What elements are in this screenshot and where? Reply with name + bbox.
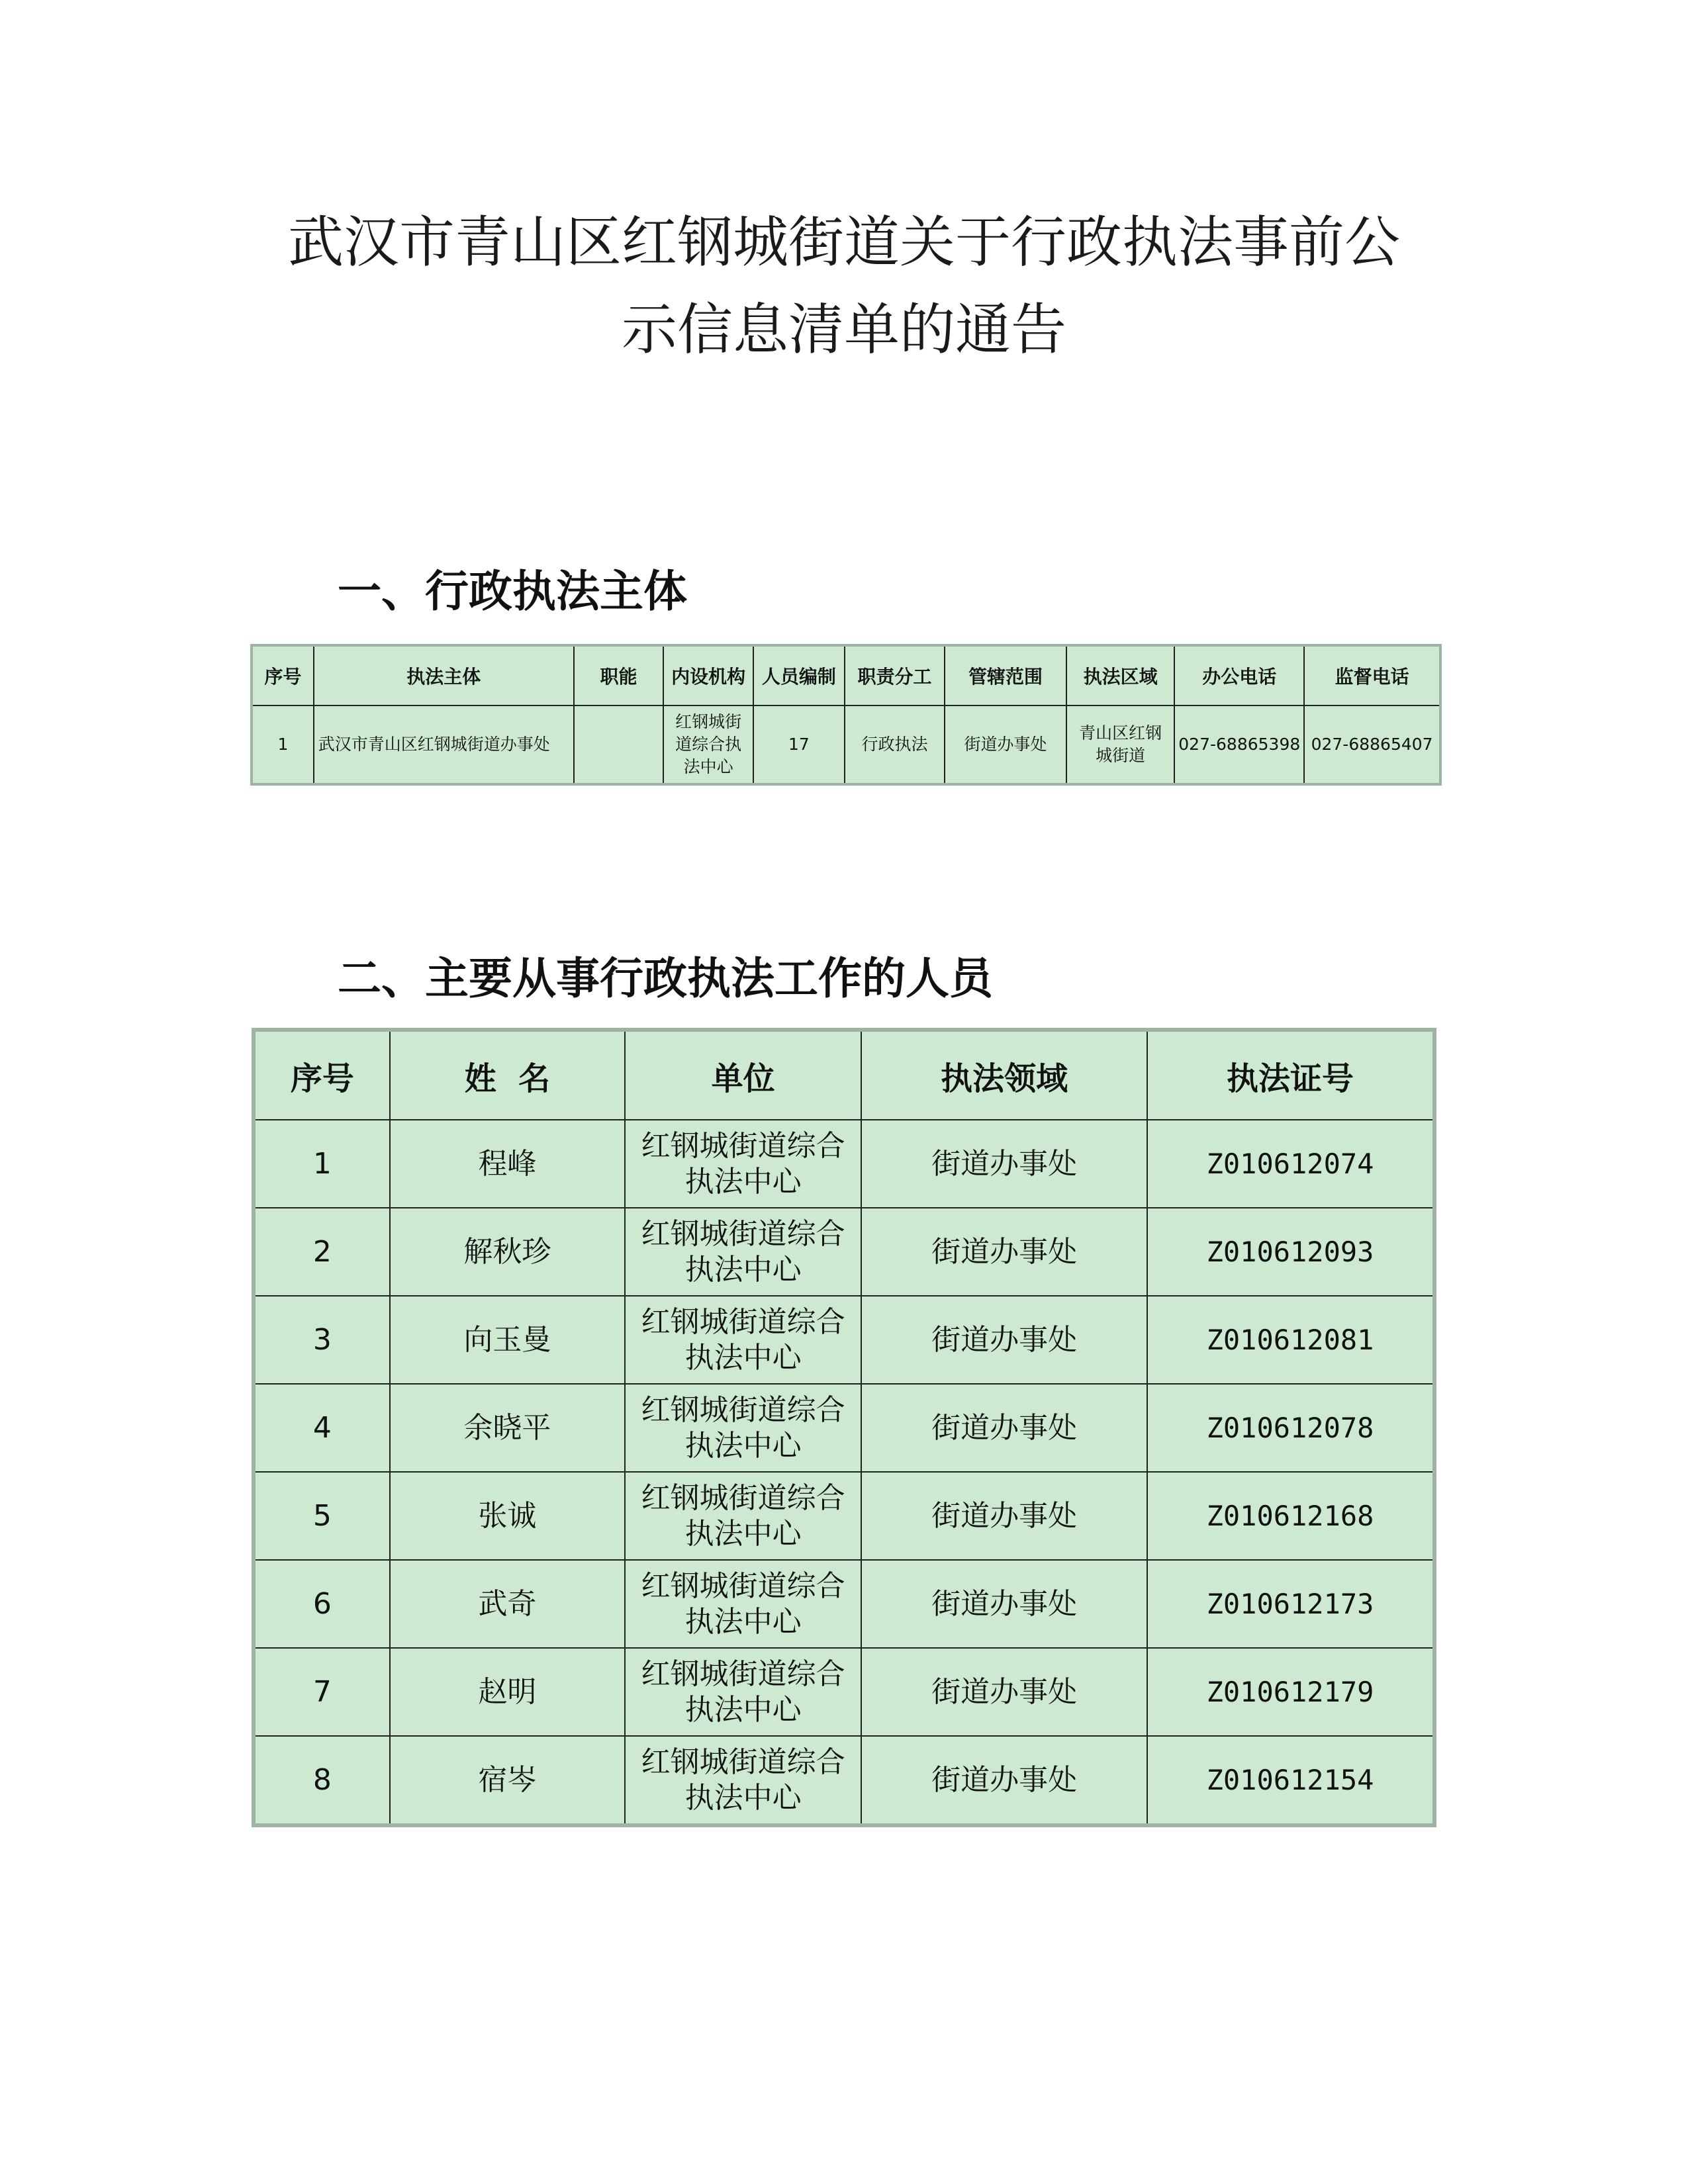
enforcement-subject-table — [250, 644, 1442, 786]
unit-line: 执法中心 — [684, 1252, 802, 1287]
header-cell: 序号 — [252, 645, 314, 705]
office-phone: 027-68865398 — [1174, 705, 1304, 784]
header-cell: 办公电话 — [1174, 645, 1304, 705]
certificate-number: Z010612081 — [1147, 1296, 1434, 1384]
certificate-number: Z010612179 — [1147, 1648, 1434, 1736]
certificate-number: Z010612173 — [1147, 1560, 1434, 1648]
area-line: 城街道 — [1096, 746, 1146, 765]
supervision-phone: 027-68865407 — [1304, 705, 1440, 784]
header-cell: 管辖范围 — [945, 645, 1066, 705]
unit-line: 红钢城街道综合 — [641, 1745, 845, 1779]
unit-line: 红钢城街道综合 — [641, 1128, 845, 1163]
certificate-number: Z010612154 — [1147, 1736, 1434, 1825]
unit-line: 红钢城街道综合 — [641, 1480, 845, 1515]
internal-department — [663, 705, 753, 784]
enforcement-field: 街道办事处 — [861, 1120, 1147, 1208]
person-name: 余晓平 — [390, 1384, 625, 1472]
header-cell: 序号 — [254, 1030, 390, 1120]
unit-line: 红钢城街道综合 — [641, 1216, 845, 1251]
table-row — [254, 1120, 1434, 1208]
person-name: 程峰 — [390, 1120, 625, 1208]
table-header-row — [252, 645, 1440, 705]
header-cell: 执法领域 — [861, 1030, 1147, 1120]
header-cell: 监督电话 — [1304, 645, 1440, 705]
table-row — [254, 1472, 1434, 1560]
certificate-number: Z010612093 — [1147, 1208, 1434, 1296]
enforcement-area — [1066, 705, 1175, 784]
dept-line: 红钢城街 — [675, 712, 742, 731]
enforcement-field: 街道办事处 — [861, 1296, 1147, 1384]
unit — [625, 1208, 861, 1296]
area-line: 青山区红钢 — [1079, 723, 1162, 743]
title-line-1: 武汉市青山区红钢城街道关于行政执法事前公 — [287, 210, 1400, 275]
unit — [625, 1736, 861, 1825]
unit-line: 红钢城街道综合 — [641, 1657, 845, 1691]
table-row — [254, 1208, 1434, 1296]
person-name: 宿岑 — [390, 1736, 625, 1825]
header-cell: 执法证号 — [1147, 1030, 1434, 1120]
header-cell: 执法区域 — [1066, 645, 1175, 705]
row-number: 1 — [254, 1120, 390, 1208]
row-number: 1 — [252, 705, 314, 784]
certificate-number: Z010612074 — [1147, 1120, 1434, 1208]
unit — [625, 1648, 861, 1736]
table-row — [254, 1560, 1434, 1648]
row-number: 2 — [254, 1208, 390, 1296]
person-name: 解秋珍 — [390, 1208, 625, 1296]
unit — [625, 1120, 861, 1208]
unit — [625, 1472, 861, 1560]
table-row — [252, 705, 1440, 784]
table-row — [254, 1384, 1434, 1472]
header-cell: 人员编制 — [753, 645, 845, 705]
row-number: 3 — [254, 1296, 390, 1384]
staff-quota: 17 — [753, 705, 845, 784]
row-number: 5 — [254, 1472, 390, 1560]
header-cell: 单位 — [625, 1030, 861, 1120]
row-number: 6 — [254, 1560, 390, 1648]
table-row — [254, 1736, 1434, 1825]
function-cell — [574, 705, 664, 784]
table-header-row — [254, 1030, 1434, 1120]
header-cell: 内设机构 — [663, 645, 753, 705]
unit-line: 红钢城街道综合 — [641, 1392, 845, 1427]
enforcement-field: 街道办事处 — [861, 1648, 1147, 1736]
header-cell: 职责分工 — [845, 645, 945, 705]
unit-line: 执法中心 — [684, 1780, 802, 1815]
document-title — [218, 199, 1470, 373]
unit — [625, 1296, 861, 1384]
enforcement-staff-table — [252, 1028, 1436, 1827]
dept-line: 法中心 — [683, 757, 733, 776]
certificate-number: Z010612078 — [1147, 1384, 1434, 1472]
enforcement-subject: 武汉市青山区红钢城街道办事处 — [314, 705, 574, 784]
row-number: 4 — [254, 1384, 390, 1472]
section-2-heading: 二、主要从事行政执法工作的人员 — [338, 953, 993, 1004]
row-number: 8 — [254, 1736, 390, 1825]
person-name: 向玉曼 — [390, 1296, 625, 1384]
duty-division: 行政执法 — [845, 705, 945, 784]
unit-line: 执法中心 — [684, 1516, 802, 1551]
section-1-heading: 一、行政执法主体 — [338, 566, 687, 617]
row-number: 7 — [254, 1648, 390, 1736]
title-line-2: 示信息清单的通告 — [621, 297, 1066, 362]
enforcement-field: 街道办事处 — [861, 1384, 1147, 1472]
enforcement-field: 街道办事处 — [861, 1560, 1147, 1648]
dept-line: 道综合执 — [675, 735, 742, 754]
person-name: 张诚 — [390, 1472, 625, 1560]
enforcement-field: 街道办事处 — [861, 1472, 1147, 1560]
jurisdiction: 街道办事处 — [945, 705, 1066, 784]
certificate-number: Z010612168 — [1147, 1472, 1434, 1560]
enforcement-field: 街道办事处 — [861, 1208, 1147, 1296]
unit-line: 执法中心 — [684, 1692, 802, 1727]
unit — [625, 1560, 861, 1648]
unit-line: 执法中心 — [684, 1428, 802, 1463]
unit-line: 红钢城街道综合 — [641, 1569, 845, 1603]
unit-line: 执法中心 — [684, 1604, 802, 1639]
header-cell: 职能 — [574, 645, 664, 705]
enforcement-field: 街道办事处 — [861, 1736, 1147, 1825]
unit-line: 红钢城街道综合 — [641, 1304, 845, 1339]
person-name: 武奇 — [390, 1560, 625, 1648]
unit-line: 执法中心 — [684, 1164, 802, 1199]
unit-line: 执法中心 — [684, 1340, 802, 1375]
header-cell: 姓 名 — [390, 1030, 625, 1120]
person-name: 赵明 — [390, 1648, 625, 1736]
header-cell: 执法主体 — [314, 645, 574, 705]
table-row — [254, 1648, 1434, 1736]
unit — [625, 1384, 861, 1472]
table-row — [254, 1296, 1434, 1384]
